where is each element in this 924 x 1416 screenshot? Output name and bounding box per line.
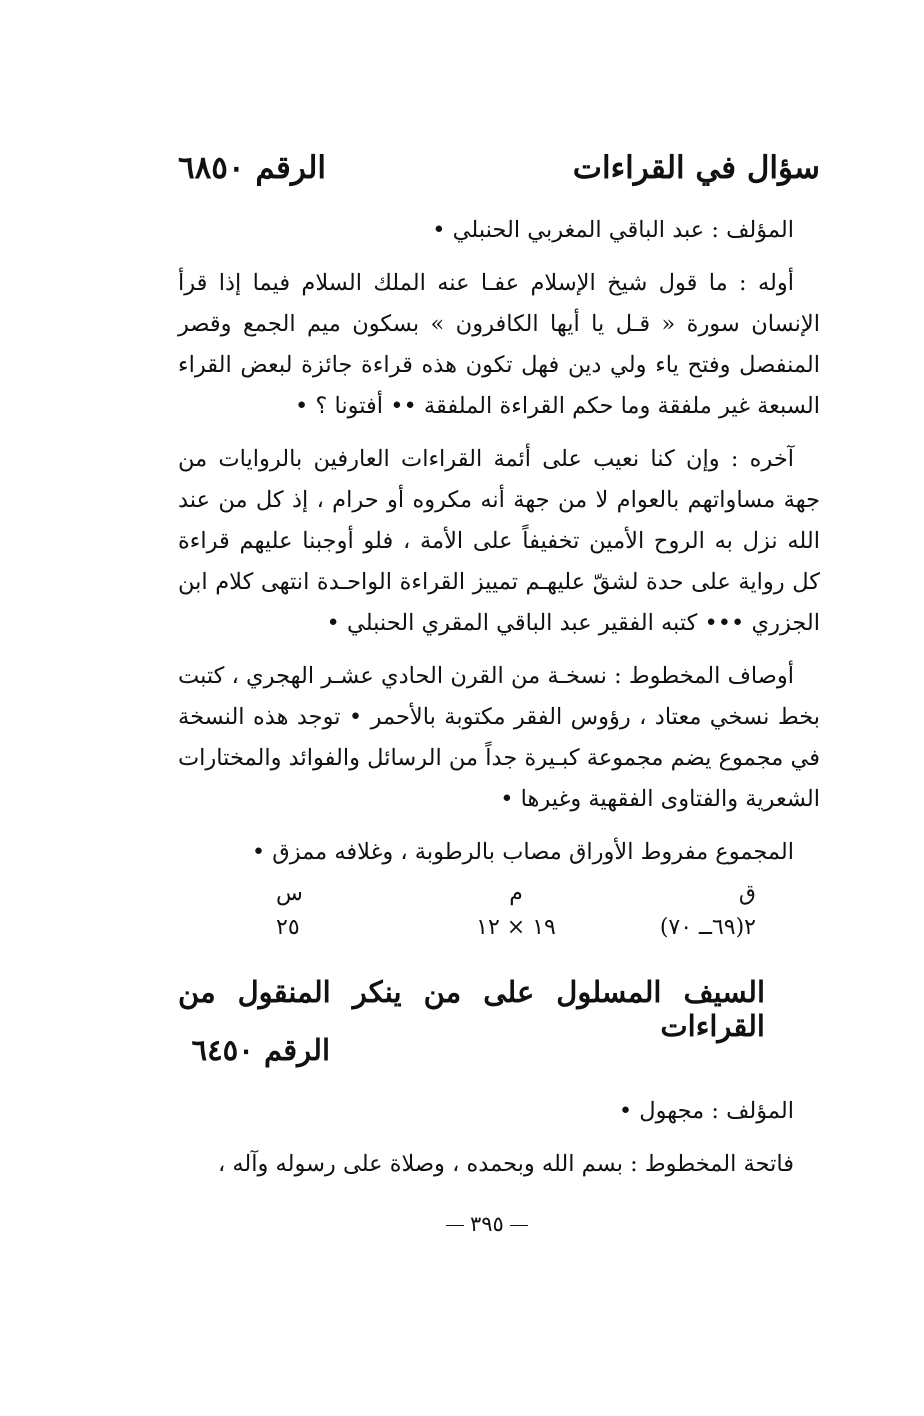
document-page xyxy=(178,150,820,1185)
metadata-value-size: ١٩ × ١٢ xyxy=(476,915,556,940)
metadata-header-row xyxy=(206,877,766,911)
manuscript-metadata xyxy=(206,877,766,945)
page-number xyxy=(440,1212,534,1236)
entry2-title: السيف المسلول على من ينكر المنقول من القراءات xyxy=(178,975,765,1043)
manuscript-condition: المجموع مفروط الأوراق مصاب بالرطوبة ، وغلافه ممزق • xyxy=(251,839,794,865)
entry-header xyxy=(178,150,820,210)
dash-right xyxy=(510,1225,528,1226)
metadata-value-folios: ٢(٦٩ــ ٧٠) xyxy=(659,915,756,940)
entry-title: سؤال في القراءات xyxy=(572,150,820,186)
entry2-author-line: المؤلف : مجهول • xyxy=(618,1098,794,1124)
page-number-text: ٣٩٥ xyxy=(470,1212,504,1236)
entry-number: الرقم ٦٨٥٠ xyxy=(178,150,327,186)
metadata-value-row xyxy=(206,911,766,945)
metadata-header-folios: ق xyxy=(738,881,756,906)
metadata-header-size: م xyxy=(509,881,523,906)
dash-left xyxy=(446,1225,464,1226)
metadata-header-lines: س xyxy=(276,881,303,906)
entry2-number: الرقم ٦٤٥٠ xyxy=(191,1033,330,1067)
manuscript-description: أوصاف المخطوط : نسخـة من القرن الحادي عشـر الهجري ، كتبت بخط نسخي معتاد ، رؤوس الفقر مكتوبة بالأحمر • توجد هذه النسخة في مجموع يضم مجموعة كبـيرة جداً من الرسائل والفوائد والمختارات الشعرية والفتاوى الفقهية وغيرها • xyxy=(178,663,820,812)
manuscript-beginning: أوله : ما قول شيخ الإسلام عفـا عنه الملك السلام فيما إذا قرأ الإنسان سورة « قـل يا أيها الكافرون » بسكون ميم الجمع وقصر المنفصل وفتح ياء ولي دين فهل تكون هذه قراءة جائزة لبعض القراء السبعة غير ملفقة وما حكم القراءة الملفقة •• أفتونا ؟ • xyxy=(178,270,820,419)
metadata-value-lines: ٢٥ xyxy=(276,915,300,940)
author-line: المؤلف : عبد الباقي المغربي الحنبلي • xyxy=(432,217,794,243)
manuscript-ending: آخره : وإن كنا نعيب على أئمة القراءات العارفين بالروايات من جهة مساواتهم بالعوام لا من جهة أنه مكروه أو حرام ، إذ كل من عند الله نزل به الروح الأمين تخفيفاً على الأمة ، فلو أوجبنا عليهم قراءة كل رواية على حدة لشقّ عليهـم تمييز القراءة الواحـدة انتهى كلام ابن الجزري ••• كتبه الفقير عبد الباقي المقري الحنبلي • xyxy=(178,446,820,636)
entry2-opening: فاتحة المخطوط : بسم الله وبحمده ، وصلاة على رسوله وآله ، xyxy=(217,1151,794,1177)
